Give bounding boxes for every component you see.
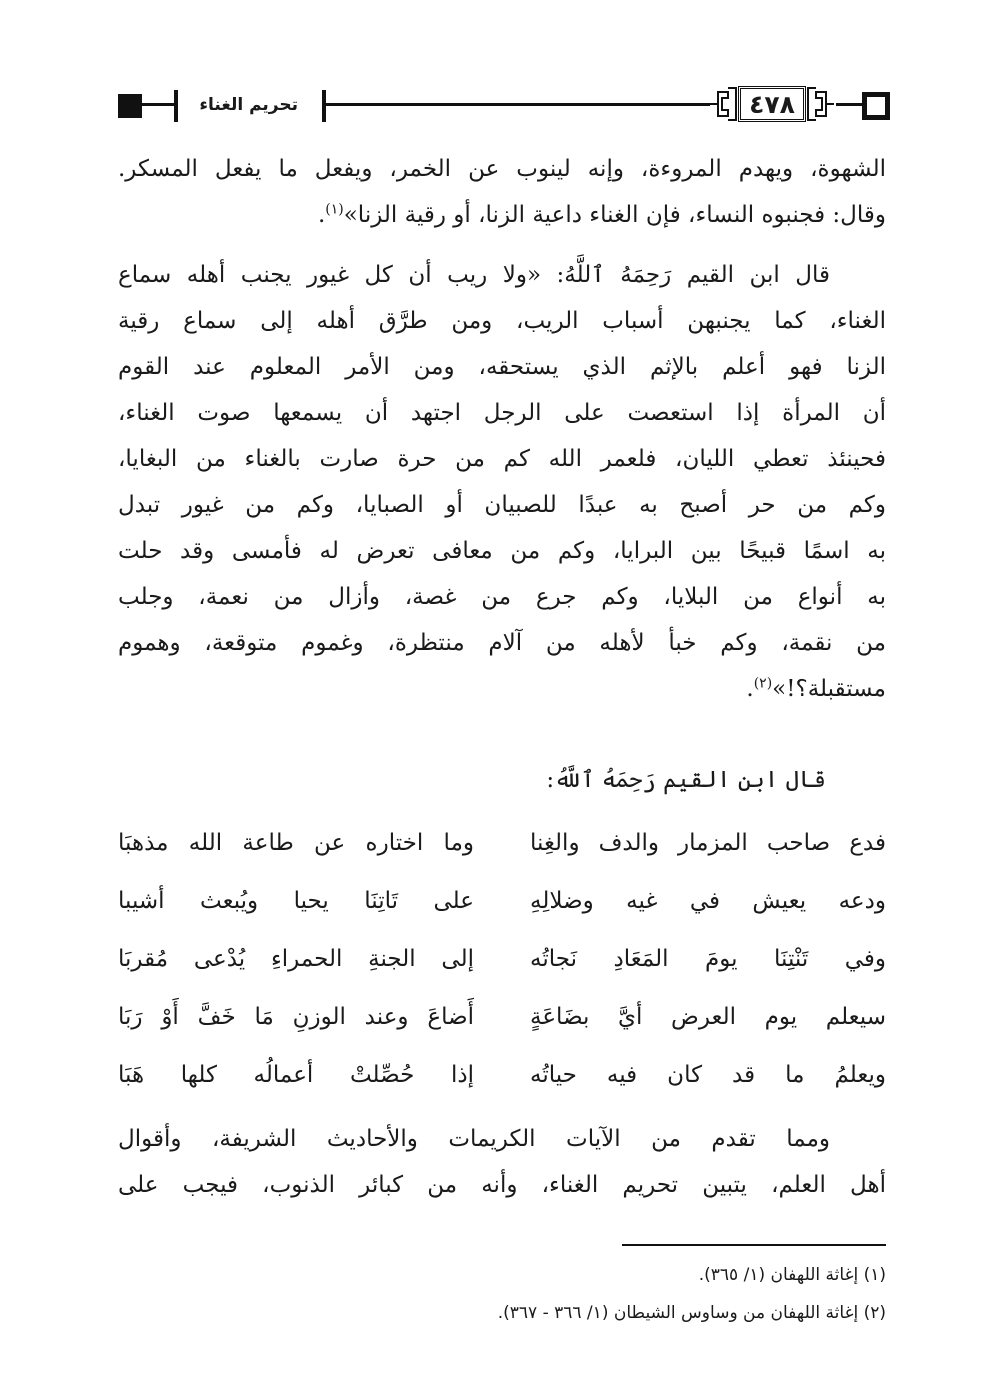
poem — [118, 820, 886, 1110]
verse-second-hemistich: إلى الجنةِ الحمراءِ يُدْعى مُقربَا — [118, 946, 474, 972]
paragraph-1 — [118, 146, 886, 238]
header-rule-right-short — [836, 103, 862, 106]
verse-first-hemistich: ودعه يعيش في غيه وضلالِهِ — [530, 888, 886, 914]
poem-verse — [118, 994, 886, 1052]
header-rule-left-short — [142, 103, 176, 106]
text-line: مستقبلة؟!»$^{(٢)}$. — [746, 675, 886, 702]
page-number: ٤٧٨ — [738, 86, 806, 122]
verse-first-hemistich: ويعلمُ ما قد كان فيه حياتُه — [530, 1062, 886, 1088]
text-line: الغناء، كما يجنبهن أسباب الريب، ومن طرَّق أهله إلى سماع رقية — [118, 308, 886, 334]
poem-verse — [118, 878, 886, 936]
running-title: تحريم الغناء — [199, 95, 298, 115]
text-line: الزنا فهو أعلم بالإثم الذي يستحقه، ومن الأمر المعلوم عند القوم — [118, 354, 886, 380]
verse-second-hemistich: إذا حُصِّلتْ أعمالُه كلها هَبَا — [118, 1062, 474, 1088]
text-line: أهل العلم، يتبين تحريم الغناء، وأنه من كبائر الذنوب، فيجب على — [118, 1172, 886, 1198]
footnote-ref: (٢) — [753, 675, 773, 692]
verse-first-hemistich: سيعلم يوم العرض أيَّ بضَاعَةٍ — [530, 1004, 886, 1030]
header-rule-main — [326, 103, 710, 106]
poem-verse — [118, 936, 886, 994]
header-square-right — [862, 92, 890, 120]
header-square-left — [118, 94, 142, 118]
verse-second-hemistich: أَضاعَ وعند الوزنِ مَا خَفَّ أَوْ رَبَا — [118, 1004, 474, 1030]
footnote-ref: (١) — [325, 201, 344, 218]
verse-first-hemistich: وفي تَنْتِنَا يومَ المَعَادِ نَجاتُه — [530, 946, 886, 972]
header-bar — [322, 90, 326, 122]
ornament-icon — [708, 84, 738, 124]
footnote-2: (٢) إغاثة اللهفان من وساوس الشيطان (١/ ٣٦٦ - ٣٦٧). — [497, 1303, 886, 1323]
page-header — [0, 84, 1004, 130]
text-line: وكم من حر أصبح به عبدًا للصبيان أو الصبايا، وكم من غيور تبدل — [118, 492, 886, 518]
paragraph-2 — [118, 252, 886, 712]
header-bar — [174, 90, 178, 122]
footnote-separator — [622, 1244, 886, 1246]
ornament-icon — [806, 84, 836, 124]
text-line: به اسمًا قبيحًا بين البرايا، وكم من معافى تعرض له فأمسى وقد حلت — [118, 538, 886, 564]
text-line: من نقمة، وكم خبأ لأهله من آلام منتظرة، وغموم متوقعة، وهموم — [118, 630, 886, 656]
text-line: به أنواع من البلايا، وكم جرع من غصة، وأزال من نعمة، وجلب — [118, 584, 886, 610]
poem-intro — [118, 757, 826, 803]
text-line: فحينئذ تعطي الليان، فلعمر الله كم من حرة صارت بالغناء من البغايا، — [118, 446, 886, 472]
text-line: قال ابن القيم رَحِمَهُ ٱللَّهُ: «ولا ريب أن كل غيور يجنب أهله سماع — [118, 262, 830, 288]
text-line: الشهوة، ويهدم المروءة، وإنه لينوب عن الخمر، ويفعل ما يفعل المسكر. — [118, 156, 886, 182]
text-line: ومما تقدم من الآيات الكريمات والأحاديث الشريفة، وأقوال — [118, 1126, 830, 1152]
poem-verse — [118, 820, 886, 878]
text-line: وقال: فجنبوه النساء، فإن الغناء داعية الزنا، أو رقية الزنا»$^{(١)}$. — [317, 201, 886, 228]
text-line: أن المرأة إذا استعصت على الرجل اجتهد أن يسمعها صوت الغناء، — [118, 400, 886, 426]
text-line: قال ابن القيم رَحِمَهُ ٱللَّهُ: — [546, 767, 826, 793]
verse-second-hemistich: على تَاتِنَا يحيا ويُبعث أشيبا — [118, 888, 474, 914]
verse-second-hemistich: وما اختاره عن طاعة الله مذهبَا — [118, 830, 474, 856]
paragraph-4 — [118, 1116, 886, 1208]
text-span: مستقبلة؟!» — [772, 676, 886, 702]
text-span: وقال: فجنبوه النساء، فإن الغناء داعية الزنا، أو رقية الزنا» — [343, 202, 886, 228]
footnote-1: (١) إغاثة اللهفان (١/ ٣٦٥). — [698, 1265, 886, 1285]
verse-first-hemistich: فدع صاحب المزمار والدف والغِنا — [530, 830, 886, 856]
poem-verse — [118, 1052, 886, 1110]
